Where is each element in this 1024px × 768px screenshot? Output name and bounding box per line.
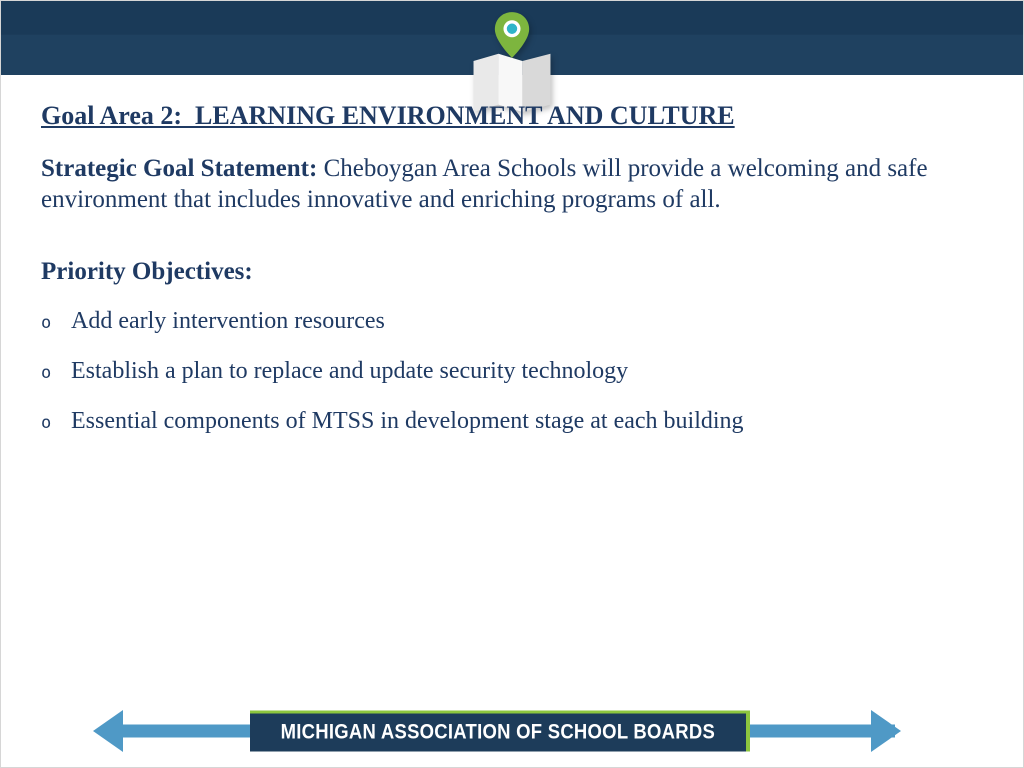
footer-banner-text: MICHIGAN ASSOCIATION OF SCHOOL BOARDS — [280, 720, 716, 744]
left-arrow-icon[interactable] — [93, 710, 123, 752]
list-item — [41, 358, 983, 385]
slide-content — [1, 75, 1023, 458]
right-arrow-icon[interactable] — [871, 710, 901, 752]
statement-label: Strategic Goal Statement: — [41, 155, 318, 182]
list-item — [41, 408, 983, 435]
priority-objectives-heading: Priority Objectives: — [41, 257, 253, 285]
bullet-marker: o — [41, 412, 52, 433]
bullet-marker: o — [41, 312, 52, 333]
footer-nav — [1, 695, 1023, 767]
list-item — [41, 308, 983, 335]
statement-text: Cheboygan Area Schools will provide a welcoming and safe environment that includes innovative and enriching programs of all. — [41, 155, 928, 214]
objective-text: Add early intervention resources — [71, 307, 385, 334]
bullet-marker: o — [41, 362, 52, 383]
footer-banner — [250, 711, 750, 752]
strategic-goal-statement — [41, 153, 961, 216]
objective-text: Essential components of MTSS in development stage at each building — [71, 407, 744, 434]
objectives-list — [41, 308, 983, 435]
objective-text: Establish a plan to replace and update security technology — [71, 357, 629, 384]
page-title: Goal Area 2: LEARNING ENVIRONMENT AND CULTURE — [41, 101, 735, 130]
header-banner — [1, 1, 1023, 75]
